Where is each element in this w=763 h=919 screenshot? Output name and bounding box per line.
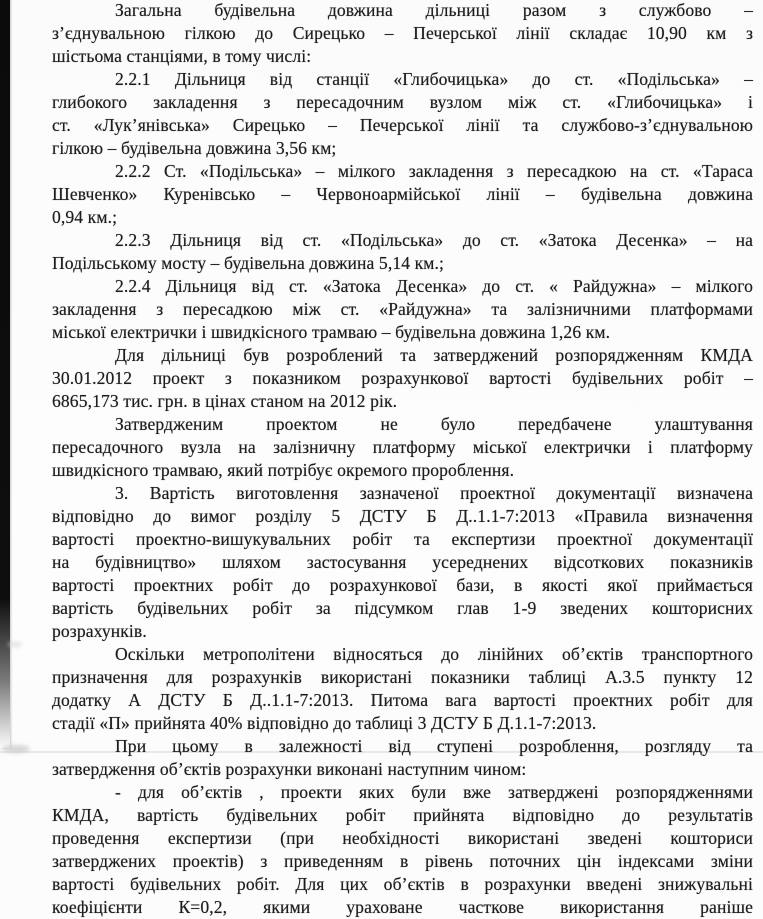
text-line: з’єднувальною гілкою до Сирецько – Печерської лінії складає 10,90 км з — [52, 23, 753, 43]
scan-smudge — [2, 745, 30, 753]
text-line: швидкісного трамваю, який потрібує окремого пророблення. — [52, 460, 515, 480]
text-line: закладення з пересадкою між ст. «Райдужна» та залізничними платформами — [52, 299, 753, 319]
text-line: Затвердженим проектом не було передбачене улаштування — [115, 414, 753, 434]
text-line: ст. «Лук’янівська» Сирецько – Печерської лінії та службово-з’єднувальною — [52, 115, 753, 135]
text-line: коефіцієнти К=0,2, якими ураховане часткове використання раніше — [52, 897, 753, 917]
text-line: Загальна будівельна довжина дільниці разом з службово – — [115, 0, 753, 20]
text-line: додатку А ДСТУ Б Д..1.1-7:2013. Питома вага вартості проектних робіт для — [52, 690, 753, 710]
text-line: відповідно до вимог розділу 5 ДСТУ Б Д..1.1-7:2013 «Правила визначення — [52, 506, 753, 526]
text-line: 2.2.2 Ст. «Подільська» – мілкого закладення з пересадкою на ст. «Тараса — [115, 161, 753, 181]
text-line: Оскільки метрополітени відносяться до лінійних об’єктів транспортного — [115, 644, 753, 664]
text-line: вартості проектних робіт до розрахункової бази, в якості якої приймається — [52, 575, 753, 595]
text-line: пересадочного вузла на залізничну платформу міської електрички і платформу — [52, 437, 753, 457]
text-line: 0,94 км.; — [52, 207, 118, 227]
text-line: Подільському мосту – будівельна довжина 5,14 км.; — [52, 253, 444, 273]
text-line: міської електрички і швидкісного трамваю – будівельна довжина 1,26 км. — [52, 322, 611, 342]
text-line: 3. Вартість виготовлення зазначеної проектної документації визначена — [115, 483, 753, 503]
text-line: вартості будівельних робіт. Для цих об’єктів в розрахунки введені знижувальні — [52, 874, 753, 894]
text-line: 6865,173 тис. грн. в цінах станом на 2012 рік. — [52, 391, 398, 411]
text-line: гілкою – будівельна довжина 3,56 км; — [52, 138, 337, 158]
text-line: 2.2.3 Дільниця від ст. «Подільська» до ст. «Затока Десенка» – на — [115, 230, 753, 250]
text-line: 30.01.2012 проект з показником розрахункової вартості будівельних робіт – — [52, 368, 753, 388]
text-line: проведення експертизи (при необхідності використані зведені кошториси — [52, 828, 753, 848]
text-line: Шевченко» Куренівсько – Червоноармійської лінії – будівельна довжина — [52, 184, 753, 204]
text-line: вартість будівельних робіт за підсумком глав 1-9 зведених кошторисних — [52, 598, 753, 618]
scan-smudge-small — [8, 642, 22, 647]
text-line: При цьому в залежності від ступені розроблення, розгляду та — [115, 736, 753, 756]
text-line: вартості проектно-вишукувальних робіт та експертизи проектної документації — [52, 529, 753, 549]
text-line: 2.2.4 Дільниця від ст. «Затока Десенка» до ст. « Райдужна» – мілкого — [115, 276, 753, 296]
text-line: призначення для розрахунків використані показники таблиці А.3.5 пункту 12 — [52, 667, 753, 687]
text-line: стадії «П» прийнята 40% відповідно до таблиці 3 ДСТУ Б Д.1.1-7:2013. — [52, 713, 597, 733]
text-line: - для об’єктів , проекти яких були вже затверджені розпорядженнями — [115, 782, 753, 802]
text-line: затверджених проектів) з приведенням в рівень поточних цін індексами зміни — [52, 851, 753, 871]
text-line: шістьома станціями, в тому числі: — [52, 46, 312, 66]
text-line: Для дільниці був розроблений та затверджений розпорядженням КМДА — [115, 345, 753, 365]
text-line: розрахунків. — [52, 621, 147, 641]
text-line: на будівництво» шляхом застосування усереднених відсоткових показників — [52, 552, 753, 572]
text-line: 2.2.1 Дільниця від станції «Глибочицька» до ст. «Подільська» – — [115, 69, 753, 89]
text-line: затвердження об’єктів розрахунки виконані наступним чином: — [52, 759, 527, 779]
text-block — [52, 0, 753, 919]
scan-edge-bar — [0, 0, 10, 748]
text-line: глибокого закладення з пересадочним вузлом між ст. «Глибочицька» і — [52, 92, 753, 112]
text-line: КМДА, вартість будівельних робіт прийнята відповідно до результатів — [52, 805, 753, 825]
